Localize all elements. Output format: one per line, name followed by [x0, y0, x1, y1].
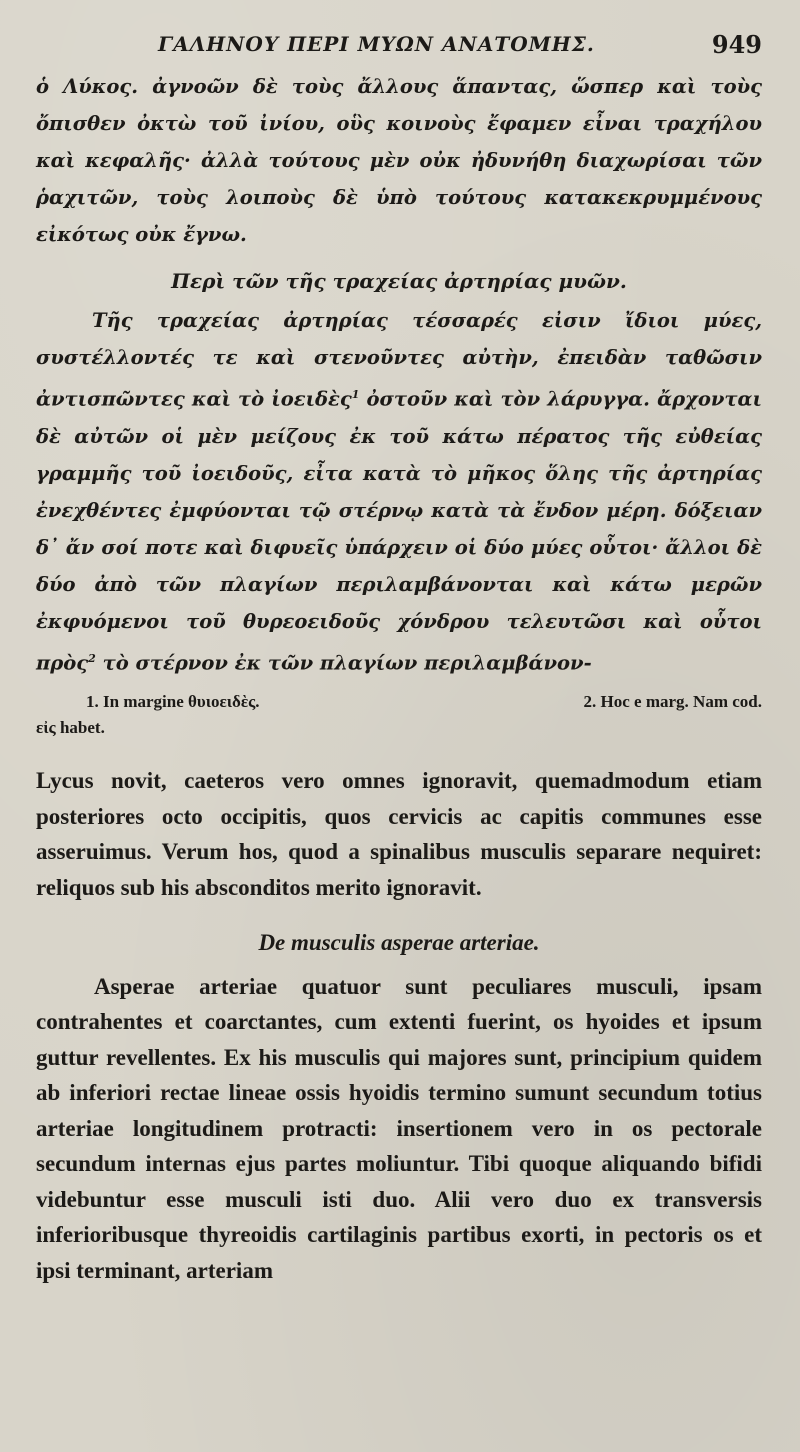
footnote-marker-2: 2 — [88, 651, 96, 665]
page-header — [36, 30, 762, 68]
page-number: 949 — [711, 30, 762, 59]
latin-text-block — [36, 763, 762, 1288]
greek-paragraph-2 — [36, 302, 762, 681]
greek-text-block — [36, 68, 762, 681]
greek-paragraph-2-part-c: τὸ στέρνον ἐκ τῶν πλαγίων περιλαμβάνον- — [95, 651, 592, 674]
footnotes — [36, 689, 762, 741]
latin-section-heading: De musculis asperae arteriae. — [258, 930, 540, 955]
greek-section-heading: Περὶ τῶν τῆς τραχείας ἀρτηρίας μυῶν. — [171, 269, 627, 293]
greek-paragraph-1: ὁ Λύκος. ἀγνοῶν δὲ τοὺς ἄλλους ἅπαντας, ὥσπερ καὶ τοὺς ὄπισθεν ὀκτὼ τοῦ ἰνίου, οὓς κοινοὺς ἔφαμεν εἶναι τραχήλου καὶ κεφαλῆς· ἀλλὰ τούτους μὲν οὐκ ἠδυνήθη διαχωρίσαι τῶν ῥαχιτῶν, τοὺς λοιποὺς δὲ ὑπὸ τούτους κατακεκρυμμένους εἰκότως οὐκ ἔγνω. — [36, 75, 762, 246]
greek-paragraph-2-part-a: Τῆς τραχείας ἀρτηρίας τέσσαρές εἰσιν ἴδιοι μύες, συστέλλοντές τε καὶ στενοῦντες αὐτὴν, ἐπειδὰν ταθῶσιν ἀντισπῶντες καὶ τὸ ἰοειδὲς — [36, 309, 762, 411]
footnote-row — [36, 689, 762, 715]
greek-paragraph-2-part-b: ὀστοῦν καὶ τὸν λάρυγγα. ἄρχονται δὲ αὐτῶν οἱ μὲν μείζους ἐκ τοῦ κάτω πέρατος τῆς εὐθείας γραμμῆς τοῦ ἰοειδοῦς, εἶτα κατὰ τὸ μῆκος ὅλης τῆς ἀρτηρίας ἐνεχθέντες ἐμφύονται τῷ στέρνῳ κατὰ τὰ ἔνδον μέρη. δόξειαν δ᾽ ἄν σοί ποτε καὶ διφυεῖς ὑπάρχειν οἱ δύο μύες οὗτοι· ἄλλοι δὲ δύο ἀπὸ τῶν πλαγίων περιλαμβάνονται καὶ κάτω μερῶν ἐκφυόμενοι τοῦ θυρεοειδοῦς χόνδρου τελευτῶσι καὶ οὗτοι πρὸς — [36, 387, 762, 674]
footnote-2: 2. Hoc e marg. Nam cod. — [583, 692, 762, 711]
latin-paragraph-2: Asperae arteriae quatuor sunt peculiares musculi, ipsam contrahentes et coarctantes, cum extenti fuerint, os hyoides et ipsum guttur revellentes. Ex his musculis qui majores sunt, principium quidem ab inferiori rectae lineae ossis hyoidis termino sumunt secundum totius arteriae longitudinem protracti: insertionem vero in os pectorale secundum internas ejus partes moliuntur. Tibi quoque aliquando bifidi videbuntur esse musculi isti duo. Alii vero duo ex transversis inferioribusque thyreoidis cartilaginis partibus exorti, in pectoris os et ipsi terminant, arteriam — [36, 973, 762, 1283]
footnote-1: 1. In margine θυιοειδὲς. — [86, 692, 260, 711]
footnote-2-continuation: εἰς habet. — [36, 718, 105, 737]
latin-paragraph-1: Lycus novit, caeteros vero omnes ignoravit, quemadmodum etiam posteriores octo occipitis, quos cervicis ac capitis communes esse asseruimus. Verum hos, quod a spinalibus musculis separare nequiret: reliquos sub his absconditos merito ignoravit. — [36, 768, 762, 900]
footnote-marker-1: 1 — [351, 388, 360, 401]
running-title: ΓΑΛΗΝΟΥ ΠΕΡΙ ΜΥΩΝ ΑΝΑΤΟΜΗΣ. — [158, 32, 595, 56]
